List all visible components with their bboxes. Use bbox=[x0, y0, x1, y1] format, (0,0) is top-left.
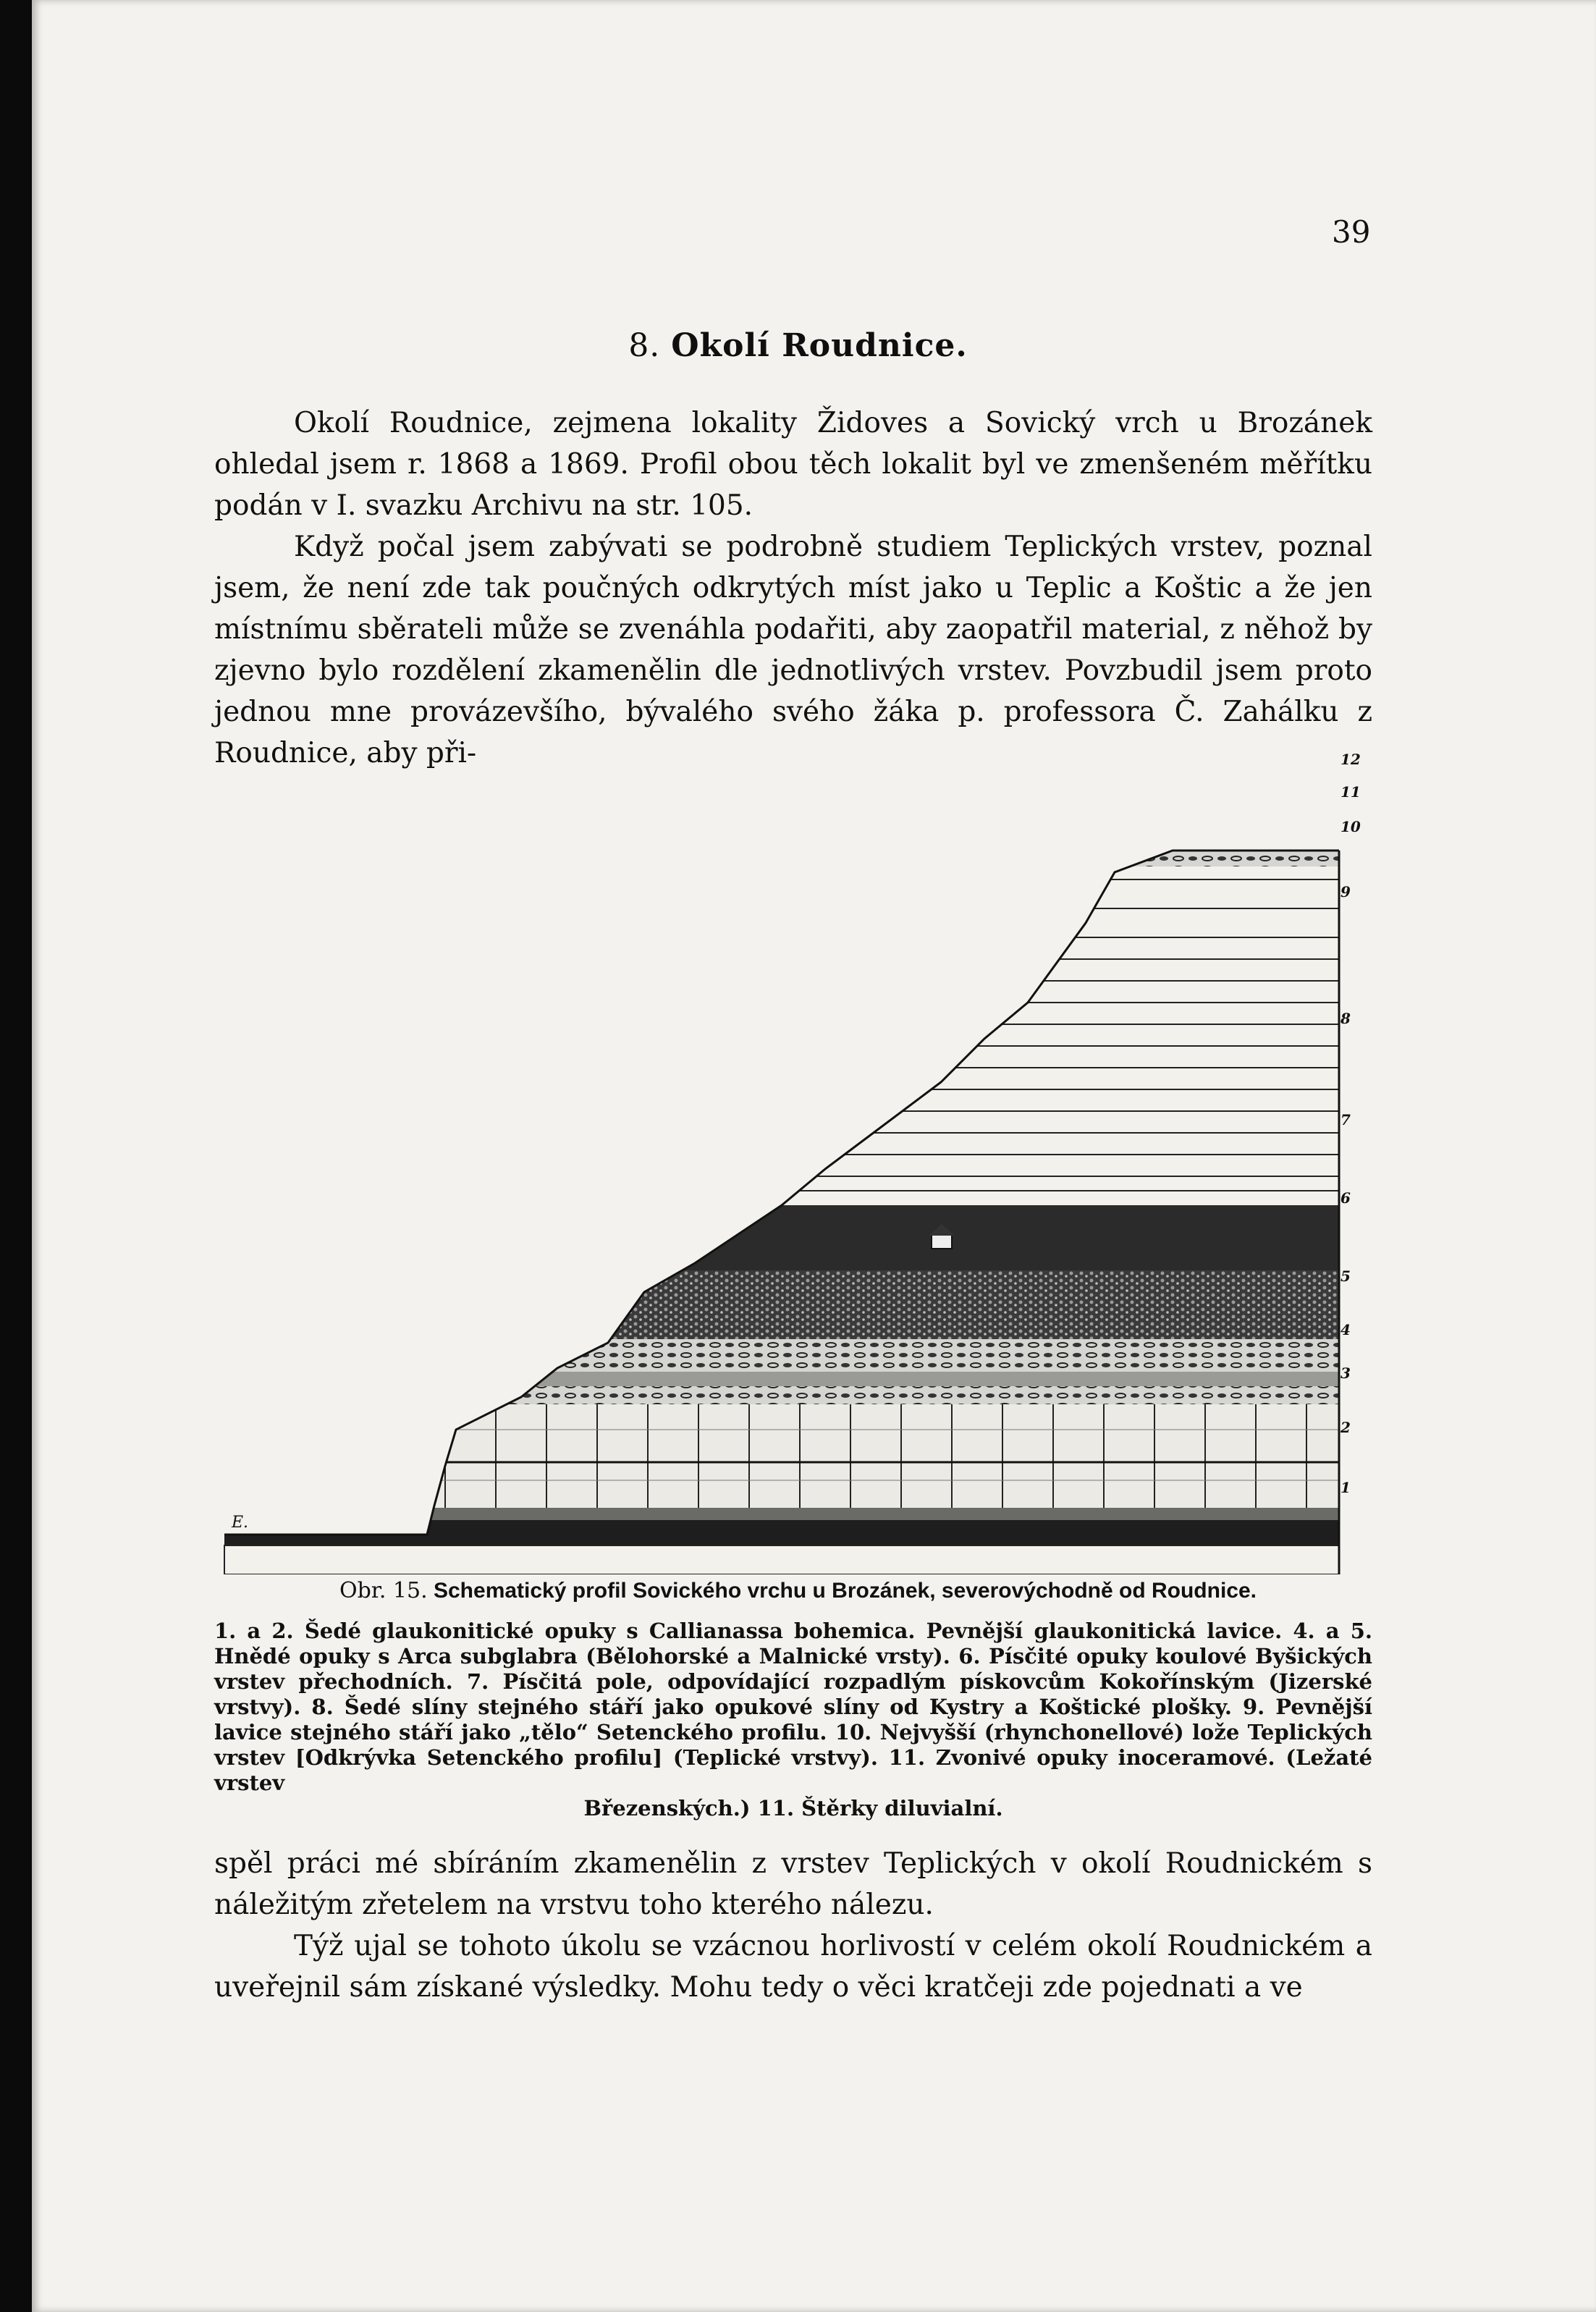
section-title: Okolí Roudnice. bbox=[671, 327, 968, 364]
body-text-top bbox=[214, 402, 1372, 774]
layer-label: 7 bbox=[1340, 1111, 1351, 1128]
layer-label: 4 bbox=[1340, 1321, 1351, 1338]
layer-label: 11 bbox=[1340, 783, 1361, 801]
layer-label: 9 bbox=[1340, 883, 1351, 900]
layer-label: 1 bbox=[1340, 1479, 1351, 1496]
legend-text: 1. a 2. Šedé glaukonitické opuky s Callianassa bohemica. Pevnější glaukonitická lavice. 4. a 5. Hnědé opuky s Arca subglabra (Bělohorské a Malnické vrsty). 6. Písčité opuky koulové Byšických vrstev přechodních. 7. Písčitá pole, odpovídající rozpadlým pískovcům Kokořínským (Jizerské vrstvy). 8. Šedé slíny stejného stáří jako opukové slíny od Kystry a Koštické plošky. 9. Pevnější lavice stejného stáří jako „tělo“ Setenckého profilu. 10. Nejvyšší (rhynchonellové) lože Teplických vrstev [Odkrývka Setenckého profilu] (Teplické vrstvy). 11. Zvonivé opuky inoceramové. (Ležaté vrstev bbox=[214, 1619, 1372, 1795]
layer-label: 12 bbox=[1340, 751, 1361, 768]
layer-label: 10 bbox=[1340, 818, 1361, 835]
figure-title: Schematický profil Sovického vrchu u Brozánek, severovýchodně od Roudnice. bbox=[433, 1579, 1257, 1603]
figure-number: Obr. 15. bbox=[339, 1578, 428, 1603]
legend-last-line: Březenských.) 11. Štěrky diluvialní. bbox=[583, 1796, 1003, 1821]
section-heading bbox=[0, 327, 1596, 364]
figure-caption bbox=[0, 1578, 1596, 1603]
paragraph: spěl práci mé sbíráním zkamenělin z vrstev Teplických v okolí Roudnickém s náležitým zřetelem na vrstvu toho kterého nálezu. bbox=[214, 1847, 1372, 1921]
layer-label: 6 bbox=[1340, 1189, 1351, 1207]
body-text-bottom bbox=[214, 1843, 1372, 2008]
layer-label: 3 bbox=[1340, 1364, 1351, 1382]
paragraph: Okolí Roudnice, zejmena lokality Židoves a Sovický vrch u Brozánek ohledal jsem r. 1868 a 1869. Profil obou těch lokalit byl ve zmenšeném měřítku podán v I. svazku Archivu na str. 105. bbox=[214, 407, 1372, 522]
figure-legend bbox=[214, 1619, 1372, 1821]
section-number: 8. bbox=[628, 327, 661, 364]
layer-label: 2 bbox=[1340, 1419, 1351, 1436]
layer-label: 8 bbox=[1340, 1010, 1351, 1027]
layer-label: 5 bbox=[1340, 1267, 1351, 1285]
page-number: 39 bbox=[1332, 214, 1371, 250]
edge-label: E. bbox=[232, 1514, 249, 1532]
geological-profile-figure bbox=[217, 742, 1375, 1574]
paragraph: Týž ujal se tohoto úkolu se vzácnou horlivostí v celém okolí Roudnickém a uveřejnil sám získané výsledky. Mohu tedy o věci kratčeji zde pojednati a ve bbox=[214, 1930, 1372, 2004]
profile-illustration bbox=[217, 742, 1375, 1574]
paragraph: Když počal jsem zabývati se podrobně studiem Teplických vrstev, poznal jsem, že není zde tak poučných odkrytých míst jako u Teplic a Koštic a že jen místnímu sběrateli může se zvenáhla podařiti, aby zaopatřil material, z něhož by zjevno bylo rozdělení zkamenělin dle jednotlivých vrstev. Povzbudil jsem proto jednou mne provázevšího, bývalého svého žáka p. professora Č. Zahálku z Roudnice, aby při- bbox=[214, 531, 1372, 769]
